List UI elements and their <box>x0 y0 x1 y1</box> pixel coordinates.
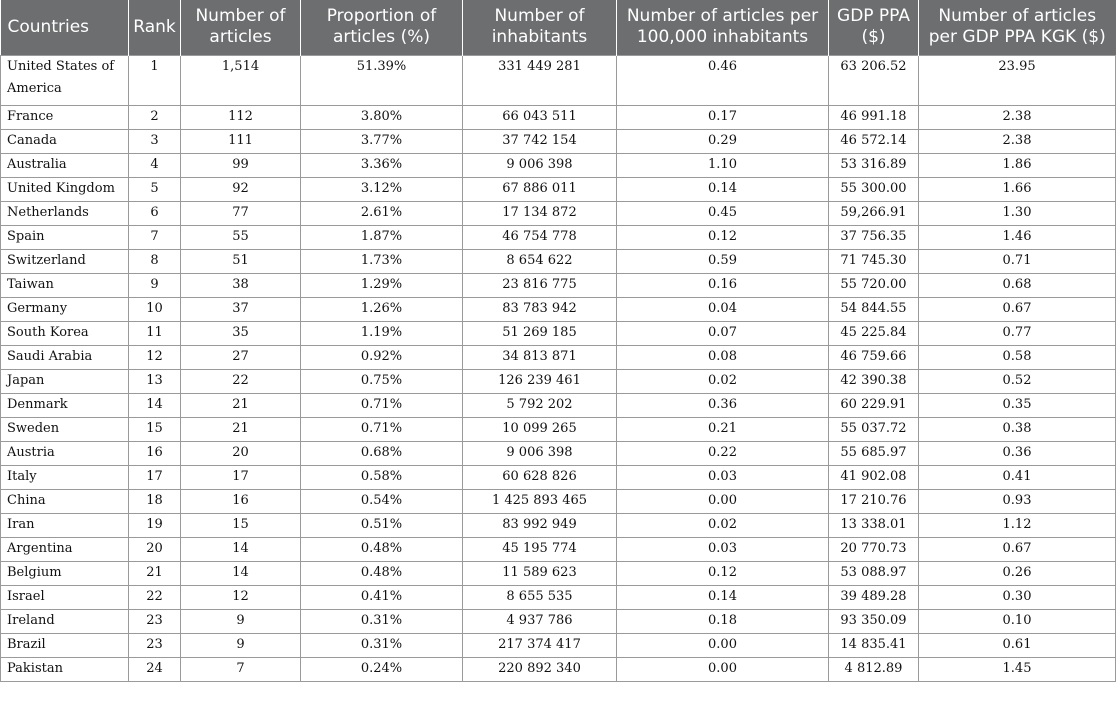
value-cell: 42 390.38 <box>829 369 919 393</box>
value-cell: 126 239 461 <box>463 369 617 393</box>
value-cell: 92 <box>181 177 301 201</box>
value-cell: 0.75% <box>301 369 463 393</box>
value-cell: 3 <box>129 129 181 153</box>
value-cell: 55 720.00 <box>829 273 919 297</box>
table-row <box>1 609 1116 633</box>
country-cell: Australia <box>1 153 129 177</box>
header-number-of-inhabitants: Number of inhabitants <box>463 0 617 55</box>
value-cell: 9 <box>181 609 301 633</box>
value-cell: 1.45 <box>919 657 1116 681</box>
value-cell: 1.12 <box>919 513 1116 537</box>
value-cell: 0.26 <box>919 561 1116 585</box>
value-cell: 0.36 <box>919 441 1116 465</box>
value-cell: 0.24% <box>301 657 463 681</box>
value-cell: 1.19% <box>301 321 463 345</box>
value-cell: 5 792 202 <box>463 393 617 417</box>
value-cell: 0.07 <box>617 321 829 345</box>
value-cell: 0.45 <box>617 201 829 225</box>
value-cell: 0.00 <box>617 489 829 513</box>
value-cell: 9 006 398 <box>463 441 617 465</box>
value-cell: 0.41% <box>301 585 463 609</box>
value-cell: 0.18 <box>617 609 829 633</box>
header-row <box>1 0 1116 55</box>
value-cell: 0.67 <box>919 297 1116 321</box>
country-cell: Spain <box>1 225 129 249</box>
table-row <box>1 297 1116 321</box>
value-cell: 1.30 <box>919 201 1116 225</box>
value-cell: 9 <box>129 273 181 297</box>
value-cell: 5 <box>129 177 181 201</box>
value-cell: 1.87% <box>301 225 463 249</box>
table-row <box>1 153 1116 177</box>
table-row <box>1 441 1116 465</box>
value-cell: 53 316.89 <box>829 153 919 177</box>
value-cell: 60 229.91 <box>829 393 919 417</box>
value-cell: 331 449 281 <box>463 55 617 105</box>
table-row <box>1 105 1116 129</box>
value-cell: 0.16 <box>617 273 829 297</box>
value-cell: 0.48% <box>301 537 463 561</box>
country-cell: Pakistan <box>1 657 129 681</box>
value-cell: 13 <box>129 369 181 393</box>
value-cell: 1.29% <box>301 273 463 297</box>
value-cell: 45 225.84 <box>829 321 919 345</box>
value-cell: 59,266.91 <box>829 201 919 225</box>
table-row <box>1 321 1116 345</box>
value-cell: 17 <box>181 465 301 489</box>
value-cell: 23 <box>129 633 181 657</box>
value-cell: 8 655 535 <box>463 585 617 609</box>
table-row <box>1 465 1116 489</box>
value-cell: 4 <box>129 153 181 177</box>
value-cell: 9 <box>181 633 301 657</box>
value-cell: 0.51% <box>301 513 463 537</box>
country-cell: South Korea <box>1 321 129 345</box>
value-cell: 0.04 <box>617 297 829 321</box>
value-cell: 9 006 398 <box>463 153 617 177</box>
value-cell: 34 813 871 <box>463 345 617 369</box>
country-cell: Argentina <box>1 537 129 561</box>
value-cell: 21 <box>181 417 301 441</box>
value-cell: 35 <box>181 321 301 345</box>
value-cell: 0.03 <box>617 465 829 489</box>
value-cell: 0.41 <box>919 465 1116 489</box>
value-cell: 3.77% <box>301 129 463 153</box>
value-cell: 11 <box>129 321 181 345</box>
table-row <box>1 633 1116 657</box>
value-cell: 0.00 <box>617 657 829 681</box>
value-cell: 1,514 <box>181 55 301 105</box>
header-countries: Countries <box>1 0 129 55</box>
table-row <box>1 129 1116 153</box>
value-cell: 17 <box>129 465 181 489</box>
value-cell: 0.30 <box>919 585 1116 609</box>
table-row <box>1 561 1116 585</box>
header-gdp-ppa: GDP PPA ($) <box>829 0 919 55</box>
value-cell: 0.61 <box>919 633 1116 657</box>
value-cell: 0.12 <box>617 225 829 249</box>
value-cell: 53 088.97 <box>829 561 919 585</box>
country-cell: France <box>1 105 129 129</box>
value-cell: 0.93 <box>919 489 1116 513</box>
value-cell: 83 992 949 <box>463 513 617 537</box>
value-cell: 22 <box>181 369 301 393</box>
country-cell: Denmark <box>1 393 129 417</box>
value-cell: 37 <box>181 297 301 321</box>
value-cell: 54 844.55 <box>829 297 919 321</box>
value-cell: 21 <box>181 393 301 417</box>
value-cell: 16 <box>129 441 181 465</box>
value-cell: 7 <box>129 225 181 249</box>
value-cell: 46 754 778 <box>463 225 617 249</box>
value-cell: 14 <box>129 393 181 417</box>
table-row <box>1 417 1116 441</box>
value-cell: 1.10 <box>617 153 829 177</box>
value-cell: 19 <box>129 513 181 537</box>
value-cell: 45 195 774 <box>463 537 617 561</box>
value-cell: 55 <box>181 225 301 249</box>
value-cell: 16 <box>181 489 301 513</box>
value-cell: 55 037.72 <box>829 417 919 441</box>
value-cell: 0.58 <box>919 345 1116 369</box>
value-cell: 17 134 872 <box>463 201 617 225</box>
table-row <box>1 201 1116 225</box>
value-cell: 111 <box>181 129 301 153</box>
table-row <box>1 249 1116 273</box>
value-cell: 55 685.97 <box>829 441 919 465</box>
value-cell: 0.59 <box>617 249 829 273</box>
value-cell: 23.95 <box>919 55 1116 105</box>
value-cell: 2.61% <box>301 201 463 225</box>
value-cell: 217 374 417 <box>463 633 617 657</box>
value-cell: 22 <box>129 585 181 609</box>
value-cell: 20 770.73 <box>829 537 919 561</box>
header-rank: Rank <box>129 0 181 55</box>
table-row <box>1 537 1116 561</box>
country-cell: United States of America <box>1 55 129 105</box>
value-cell: 10 099 265 <box>463 417 617 441</box>
value-cell: 14 <box>181 561 301 585</box>
country-cell: Ireland <box>1 609 129 633</box>
value-cell: 12 <box>181 585 301 609</box>
value-cell: 0.71% <box>301 417 463 441</box>
country-cell: United Kingdom <box>1 177 129 201</box>
value-cell: 8 654 622 <box>463 249 617 273</box>
table-row <box>1 393 1116 417</box>
value-cell: 46 572.14 <box>829 129 919 153</box>
country-cell: China <box>1 489 129 513</box>
value-cell: 3.36% <box>301 153 463 177</box>
value-cell: 3.12% <box>301 177 463 201</box>
value-cell: 4 812.89 <box>829 657 919 681</box>
value-cell: 14 835.41 <box>829 633 919 657</box>
table-row <box>1 513 1116 537</box>
country-cell: Italy <box>1 465 129 489</box>
value-cell: 1.46 <box>919 225 1116 249</box>
value-cell: 0.10 <box>919 609 1116 633</box>
table-row <box>1 345 1116 369</box>
value-cell: 1.73% <box>301 249 463 273</box>
value-cell: 0.14 <box>617 177 829 201</box>
value-cell: 0.36 <box>617 393 829 417</box>
header-proportion-of-articles: Proportion of articles (%) <box>301 0 463 55</box>
value-cell: 13 338.01 <box>829 513 919 537</box>
header-articles-per-gdp: Number of articles per GDP PPA KGK ($) <box>919 0 1116 55</box>
value-cell: 15 <box>129 417 181 441</box>
value-cell: 0.68% <box>301 441 463 465</box>
value-cell: 2.38 <box>919 129 1116 153</box>
value-cell: 3.80% <box>301 105 463 129</box>
value-cell: 0.92% <box>301 345 463 369</box>
country-cell: Switzerland <box>1 249 129 273</box>
value-cell: 83 783 942 <box>463 297 617 321</box>
header-articles-per-100k: Number of articles per 100,000 inhabitants <box>617 0 829 55</box>
value-cell: 0.35 <box>919 393 1116 417</box>
table-row <box>1 225 1116 249</box>
value-cell: 18 <box>129 489 181 513</box>
value-cell: 37 756.35 <box>829 225 919 249</box>
value-cell: 1.86 <box>919 153 1116 177</box>
value-cell: 41 902.08 <box>829 465 919 489</box>
value-cell: 0.38 <box>919 417 1116 441</box>
value-cell: 4 937 786 <box>463 609 617 633</box>
table-body <box>1 55 1116 681</box>
value-cell: 20 <box>181 441 301 465</box>
value-cell: 1.26% <box>301 297 463 321</box>
value-cell: 77 <box>181 201 301 225</box>
value-cell: 11 589 623 <box>463 561 617 585</box>
value-cell: 51 269 185 <box>463 321 617 345</box>
value-cell: 0.02 <box>617 513 829 537</box>
value-cell: 7 <box>181 657 301 681</box>
country-cell: Belgium <box>1 561 129 585</box>
value-cell: 24 <box>129 657 181 681</box>
table-row <box>1 657 1116 681</box>
value-cell: 0.54% <box>301 489 463 513</box>
value-cell: 46 991.18 <box>829 105 919 129</box>
value-cell: 0.22 <box>617 441 829 465</box>
value-cell: 14 <box>181 537 301 561</box>
table-row <box>1 55 1116 105</box>
value-cell: 0.46 <box>617 55 829 105</box>
country-cell: Sweden <box>1 417 129 441</box>
value-cell: 0.00 <box>617 633 829 657</box>
country-cell: Taiwan <box>1 273 129 297</box>
value-cell: 0.58% <box>301 465 463 489</box>
country-cell: Brazil <box>1 633 129 657</box>
country-cell: Canada <box>1 129 129 153</box>
value-cell: 23 816 775 <box>463 273 617 297</box>
value-cell: 37 742 154 <box>463 129 617 153</box>
value-cell: 2 <box>129 105 181 129</box>
country-cell: Japan <box>1 369 129 393</box>
value-cell: 8 <box>129 249 181 273</box>
value-cell: 112 <box>181 105 301 129</box>
value-cell: 0.12 <box>617 561 829 585</box>
country-cell: Germany <box>1 297 129 321</box>
value-cell: 0.68 <box>919 273 1116 297</box>
country-cell: Saudi Arabia <box>1 345 129 369</box>
value-cell: 0.02 <box>617 369 829 393</box>
value-cell: 93 350.09 <box>829 609 919 633</box>
value-cell: 67 886 011 <box>463 177 617 201</box>
table-row <box>1 177 1116 201</box>
country-cell: Israel <box>1 585 129 609</box>
value-cell: 6 <box>129 201 181 225</box>
value-cell: 99 <box>181 153 301 177</box>
value-cell: 0.52 <box>919 369 1116 393</box>
country-cell: Iran <box>1 513 129 537</box>
value-cell: 12 <box>129 345 181 369</box>
country-cell: Austria <box>1 441 129 465</box>
value-cell: 55 300.00 <box>829 177 919 201</box>
value-cell: 71 745.30 <box>829 249 919 273</box>
value-cell: 15 <box>181 513 301 537</box>
value-cell: 10 <box>129 297 181 321</box>
value-cell: 21 <box>129 561 181 585</box>
value-cell: 220 892 340 <box>463 657 617 681</box>
value-cell: 0.21 <box>617 417 829 441</box>
table-row <box>1 585 1116 609</box>
value-cell: 0.48% <box>301 561 463 585</box>
value-cell: 0.08 <box>617 345 829 369</box>
value-cell: 1 <box>129 55 181 105</box>
value-cell: 0.71% <box>301 393 463 417</box>
value-cell: 0.03 <box>617 537 829 561</box>
value-cell: 63 206.52 <box>829 55 919 105</box>
value-cell: 23 <box>129 609 181 633</box>
value-cell: 0.29 <box>617 129 829 153</box>
table-row <box>1 489 1116 513</box>
value-cell: 0.77 <box>919 321 1116 345</box>
value-cell: 20 <box>129 537 181 561</box>
value-cell: 66 043 511 <box>463 105 617 129</box>
value-cell: 2.38 <box>919 105 1116 129</box>
table-row <box>1 273 1116 297</box>
value-cell: 17 210.76 <box>829 489 919 513</box>
value-cell: 0.14 <box>617 585 829 609</box>
value-cell: 51 <box>181 249 301 273</box>
value-cell: 0.67 <box>919 537 1116 561</box>
value-cell: 0.31% <box>301 609 463 633</box>
value-cell: 60 628 826 <box>463 465 617 489</box>
value-cell: 0.71 <box>919 249 1116 273</box>
value-cell: 0.31% <box>301 633 463 657</box>
table-row <box>1 369 1116 393</box>
value-cell: 46 759.66 <box>829 345 919 369</box>
value-cell: 39 489.28 <box>829 585 919 609</box>
value-cell: 51.39% <box>301 55 463 105</box>
value-cell: 1.66 <box>919 177 1116 201</box>
value-cell: 0.17 <box>617 105 829 129</box>
header-number-of-articles: Number of articles <box>181 0 301 55</box>
country-cell: Netherlands <box>1 201 129 225</box>
value-cell: 1 425 893 465 <box>463 489 617 513</box>
value-cell: 27 <box>181 345 301 369</box>
value-cell: 38 <box>181 273 301 297</box>
